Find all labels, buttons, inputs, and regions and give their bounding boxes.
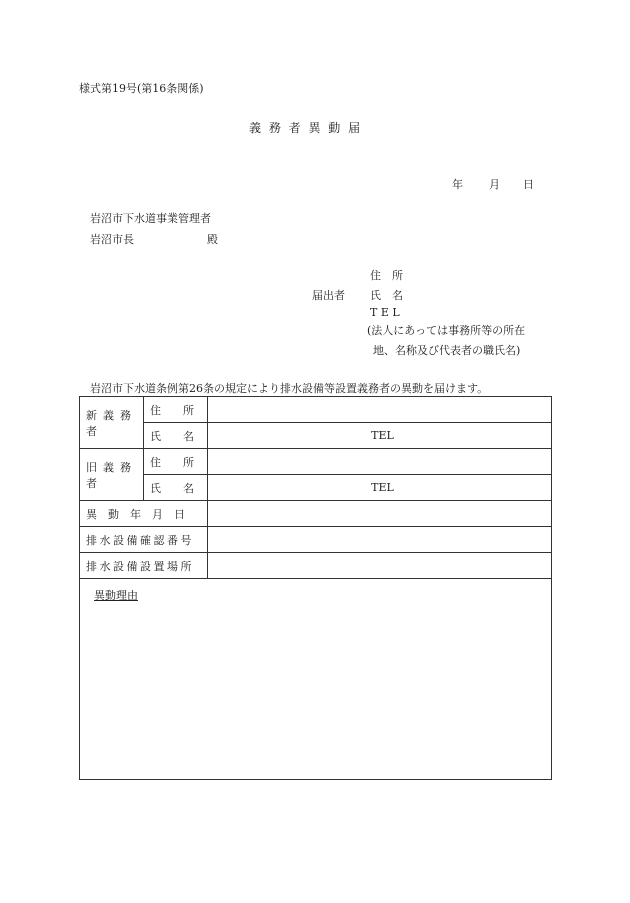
- applicant-name-label: 氏 名: [370, 289, 403, 302]
- old-obligor-label: 旧義務者: [80, 449, 144, 501]
- statement-text: 岩沼市下水道条例第26条の規定により排水設備等設置義務者の異動を届けます。: [90, 382, 489, 395]
- change-date-field[interactable]: [208, 501, 552, 527]
- confirm-number-field[interactable]: [208, 527, 552, 553]
- obligor-change-table: [79, 396, 552, 780]
- document-title: 義 務 者 異 動 届: [249, 121, 363, 135]
- new-name-label: 氏 名: [144, 423, 208, 449]
- date-month: 月: [489, 178, 500, 191]
- date-day: 日: [523, 178, 534, 191]
- confirm-number-label: 排水設備確認番号: [80, 527, 208, 553]
- date-year: 年: [452, 178, 463, 191]
- applicant-label: 届出者: [312, 289, 345, 302]
- addressee-honorific: 殿: [207, 233, 218, 246]
- addressee-line2: 岩沼市長: [90, 233, 134, 246]
- addressee-line1: 岩沼市下水道事業管理者: [90, 212, 211, 225]
- form-number: 様式第19号(第16条関係): [79, 82, 204, 95]
- old-tel-label: TEL: [371, 481, 394, 494]
- new-tel-label: TEL: [371, 429, 394, 442]
- old-name-field[interactable]: [208, 475, 552, 501]
- change-date-label: 異 動 年 月 日: [80, 501, 208, 527]
- new-address-field[interactable]: [208, 397, 552, 423]
- new-name-field[interactable]: [208, 423, 552, 449]
- applicant-address-label: 住 所: [370, 269, 403, 282]
- change-reason-label: 異動理由: [94, 589, 138, 602]
- change-reason-field[interactable]: [80, 579, 552, 780]
- install-location-label: 排水設備設置場所: [80, 553, 208, 579]
- new-address-label: 住 所: [144, 397, 208, 423]
- old-address-field[interactable]: [208, 449, 552, 475]
- applicant-note-line1: (法人にあっては事務所等の所在: [367, 324, 526, 337]
- old-address-label: 住 所: [144, 449, 208, 475]
- applicant-tel-label: T E L: [370, 306, 400, 319]
- new-obligor-label: 新義務者: [80, 397, 144, 449]
- applicant-note-line2: 地、名称及び代表者の職氏名): [373, 344, 521, 357]
- install-location-field[interactable]: [208, 553, 552, 579]
- old-name-label: 氏 名: [144, 475, 208, 501]
